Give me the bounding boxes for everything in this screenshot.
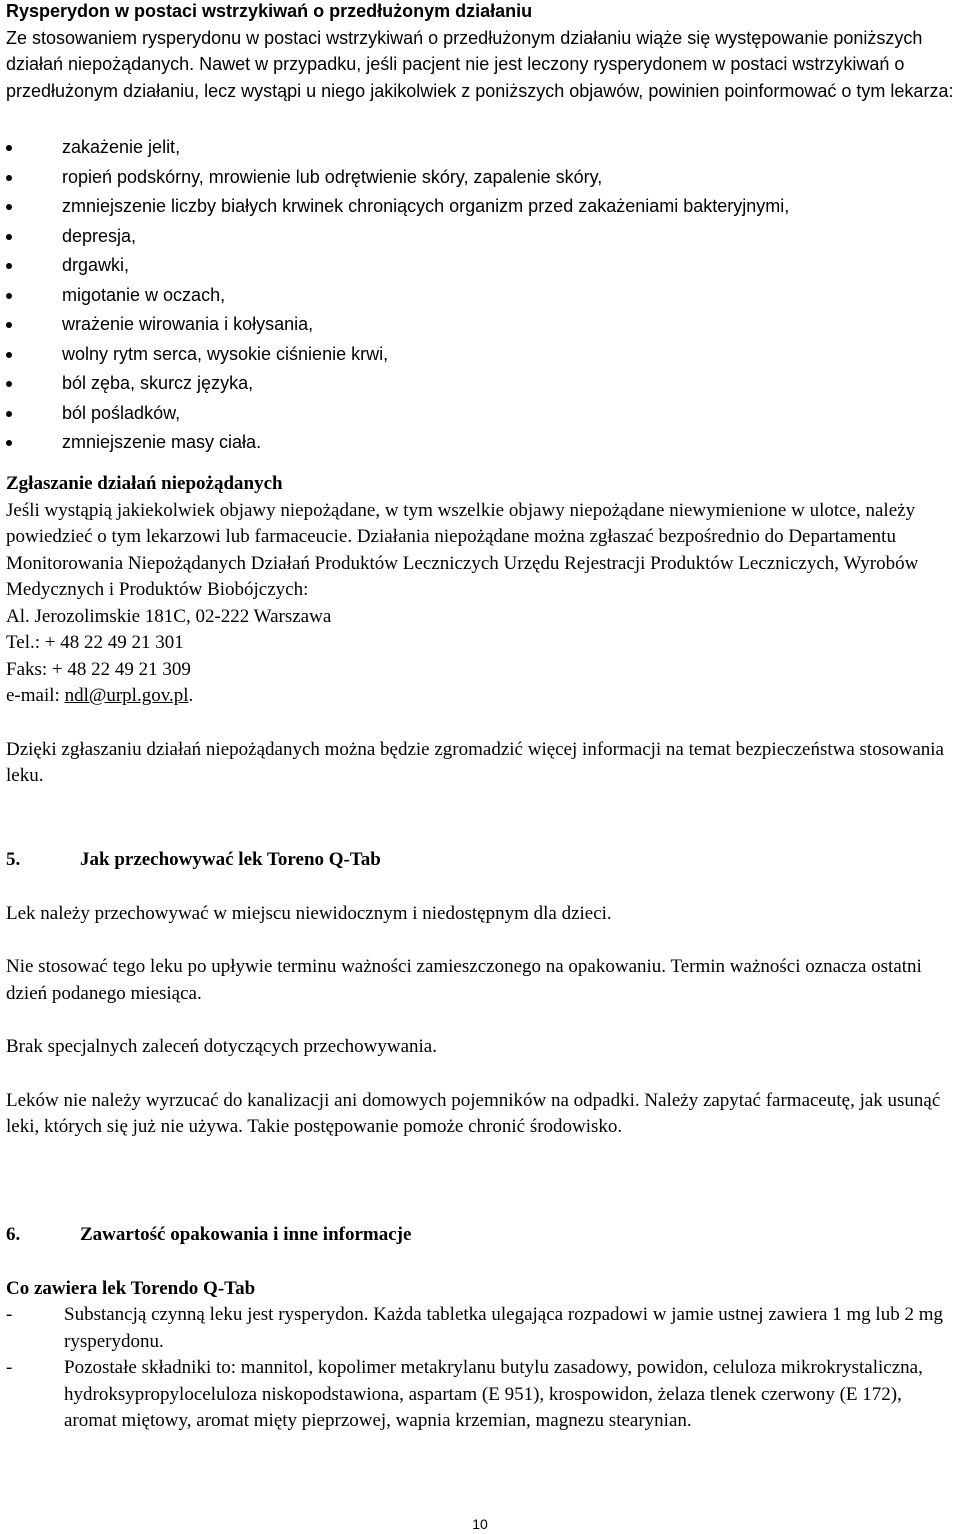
list-item-text: Substancją czynną leku jest rysperydon. Każda tabletka ulegająca rozpadowi w jamie ustnej zawiera 1 mg lub 2 mg rysperydonu.	[64, 1304, 943, 1352]
list-item-text: wrażenie wirowania i kołysania,	[62, 314, 314, 334]
ingredients-list	[6, 1302, 958, 1435]
rysperydon-intro: Ze stosowaniem rysperydonu w postaci wstrzykiwań o przedłużonym działaniu wiąże się występowanie poniższych działań niepożądanych. Nawet w przypadku, jeśli pacjent nie jest leczony rysperydonem w postaci wstrzykiwań o przedłużonym działaniu, lecz wystąpi u niego jakikolwiek z poniższych objawów, powinien poinformować o tym lekarza:	[6, 27, 954, 101]
bullet-icon	[6, 293, 12, 299]
list-item-text: ropień podskórny, mrowienie lub odrętwienie skóry, zapalenie skóry,	[62, 166, 603, 187]
section-5-p1: Lek należy przechowywać w miejscu niewidocznym i niedostępnym dla dzieci.	[6, 902, 612, 924]
list-item	[6, 399, 789, 429]
section-6-subtitle: Co zawiera lek Torendo Q-Tab	[6, 1277, 256, 1299]
section-5-heading	[6, 847, 958, 874]
list-item	[6, 222, 789, 252]
bullet-icon	[6, 234, 12, 240]
list-item-text: drgawki,	[62, 255, 130, 275]
section-5-number: 5.	[6, 849, 21, 870]
bullet-icon	[6, 381, 12, 387]
dash-marker: -	[6, 1357, 13, 1378]
reporting-body: Jeśli wystąpią jakiekolwiek objawy niepożądane, w tym wszelkie objawy niepożądane niewymienione w ulotce, należy powiedzieć o tym lekarzowi lub farmaceucie. Działania niepożądane można zgłaszać bezpośrednio do Departamentu Monitorowania Niepożądanych Działań Produktów Leczniczych Urzędu Rejestracji Produktów Leczniczych, Wyrobów Medycznych i Produktów Biobójczych:	[6, 499, 919, 600]
rysperydon-section	[6, 0, 958, 104]
bullet-icon	[6, 322, 12, 328]
bullet-icon	[6, 440, 12, 446]
list-item-text: wolny rytm serca, wysokie ciśnienie krwi,	[62, 343, 389, 364]
list-item	[6, 310, 789, 340]
list-item-text: migotanie w oczach,	[62, 284, 226, 305]
section-6-heading	[6, 1222, 958, 1249]
list-item	[6, 133, 789, 163]
reporting-tel: Tel.: + 48 22 49 21 301	[6, 632, 184, 653]
reporting-fax: Faks: + 48 22 49 21 309	[6, 658, 191, 680]
section-5	[6, 847, 958, 1141]
bullet-icon	[6, 352, 12, 358]
rysperydon-title: Rysperydon w postaci wstrzykiwań o przedłużonym działaniu	[6, 1, 533, 21]
list-item	[6, 1355, 958, 1435]
side-effects-list	[6, 133, 789, 458]
email-link[interactable]: ndl@urpl.gov.pl	[64, 685, 189, 706]
reporting-address: Al. Jerozolimskie 181C, 02-222 Warszawa	[6, 605, 332, 627]
list-item	[6, 1302, 958, 1355]
section-5-p2: Nie stosować tego leku po upływie terminu ważności zamieszczonego na opakowaniu. Termin ważności oznacza ostatni dzień podanego miesiąca.	[6, 956, 922, 1004]
dash-marker: -	[6, 1304, 13, 1325]
list-item-text: ból zęba, skurcz języka,	[62, 373, 254, 393]
list-item	[6, 369, 789, 399]
section-5-p4: Leków nie należy wyrzucać do kanalizacji ani domowych pojemników na odpadki. Należy zapytać farmaceutę, jak usunąć leki, których się już nie używa. Takie postępowanie pomoże chronić środowisko.	[6, 1089, 941, 1137]
page-number: 10	[472, 1516, 488, 1532]
list-item	[6, 192, 789, 222]
bullet-icon	[6, 411, 12, 417]
reporting-title: Zgłaszanie działań niepożądanych	[6, 473, 283, 494]
list-item	[6, 281, 789, 311]
bullet-icon	[6, 175, 12, 181]
list-item-text: zakażenie jelit,	[62, 137, 181, 157]
section-6-title: Zawartość opakowania i inne informacje	[80, 1224, 412, 1245]
list-item-text: Pozostałe składniki to: mannitol, kopolimer metakrylanu butylu zasadowy, powidon, celuloza mikrokrystaliczna, hydroksypropyloceluloza niskopodstawiona, aspartam (E 951), krospowidon, żelaza tlenek czerwony (E 172), aromat miętowy, aromat mięty pieprzowej, wapnia krzemian, magnezu stearynian.	[64, 1357, 923, 1431]
list-item-text: zmniejszenie liczby białych krwinek chroniących organizm przed zakażeniami bakteryjnymi,	[62, 196, 790, 216]
list-item-text: depresja,	[62, 225, 137, 246]
list-item	[6, 251, 789, 281]
section-6	[6, 1222, 958, 1435]
list-item	[6, 340, 789, 370]
list-item-text: ból pośladków,	[62, 402, 181, 423]
bullet-icon	[6, 204, 12, 210]
bullet-icon	[6, 263, 12, 269]
section-5-p3: Brak specjalnych zaleceń dotyczących przechowywania.	[6, 1036, 437, 1057]
reporting-closing: Dzięki zgłaszaniu działań niepożądanych można będzie zgromadzić więcej informacji na temat bezpieczeństwa stosowania leku.	[6, 738, 944, 786]
email-suffix: .	[188, 685, 194, 706]
bullet-icon	[6, 145, 12, 151]
email-label: e-mail:	[6, 685, 65, 706]
section-6-number: 6.	[6, 1224, 21, 1245]
section-5-title: Jak przechowywać lek Toreno Q-Tab	[80, 849, 381, 870]
list-item	[6, 163, 789, 193]
list-item-text: zmniejszenie masy ciała.	[62, 432, 262, 452]
reporting-section	[6, 471, 960, 790]
list-item	[6, 428, 789, 458]
reporting-email-line	[6, 683, 960, 710]
